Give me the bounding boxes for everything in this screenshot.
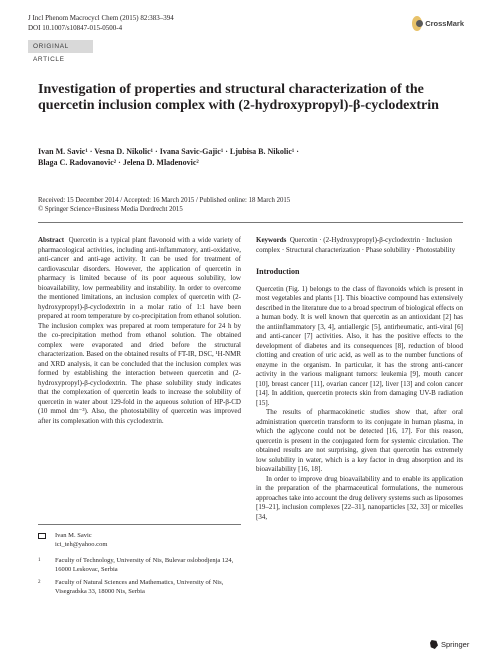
doi: DOI 10.1007/s10847-015-0500-4 [28, 23, 123, 32]
publisher-name: Springer [441, 640, 470, 649]
corresponding-author-email[interactable]: ici_teh@yahoo.com [55, 540, 108, 548]
footnote-1-marker: 1 [38, 558, 41, 563]
abstract-text: Quercetin is a typical plant flavonoid with a wide variety of pharmacological activities, including anti-inflammatory, anti-oxidative, anti-cancer and anti-age activity. It can be used for treatment of cardiovascular disorders. However, the application of quercetin in pharmacy is limited because of its poor aqueous solubility, low bioavailability, low permeability and instability. In order to overcome the mentioned limitations, an inclusion complex of quercetin with (2-hydroxypropyl)-β-cyclodextrin in a molar ratio of 1:1 have been prepared at room temperature by co-precipitation from ethanol solution. The inclusion complex was prepared at room temperature for 24 h by the co-precipitation method from ethanol solution. The obtained complex were evaporated and dried before the structural characterization. Based on the obtained results of FT-IR, DSC, ¹H-NMR and XRD analysis, it can be concluded that the inclusion complex was formed by establishing the interaction between quercetin and (2-hydroxypropyl)-β-cyclodextrin. The phase solubility study indicates that the complexation of quercetin leads to increase the solubility of quercetin in water about 129-fold in the aqueous solution of HP-β-CD (10 mmol dm⁻³). Also, the photostability of quercetin was improved after its complexation with this cyclodextrin. [38, 236, 242, 425]
corresponding-author-name: Ivan M. Savic [55, 532, 92, 539]
article-history [38, 196, 458, 214]
copyright: © Springer Science+Business Media Dordrecht 2015 [38, 206, 183, 213]
footnote-divider [38, 524, 241, 525]
introduction-heading: Introduction [256, 267, 300, 276]
crossmark-label: CrossMark [425, 18, 464, 28]
envelope-icon [38, 533, 46, 539]
keywords-label: Keywords [256, 236, 287, 244]
intro-paragraph-2: The results of pharmacokinetic studies show that, after oral administration quercetin transform to its conjugate in human plasma, in which the aglycone could not be detected [16, 17]. For this reason, quercetin is present in the conjugated form for systemic circulation. The obtained results are not surprising, given that quercetin has extremely low solubility in water, which is a key factor in drug absorption and its bioavailability [16, 18]. [256, 408, 463, 473]
intro-paragraph-3: In order to improve drug bioavailability and to enable its application in the preparation of the pharmaceutical formulations, the numerous approaches take into account the drug delivery systems such as liposomes [19–21], inclusion complexes [22–31], nanoparticles [32, 33] or micelles [34, [256, 474, 463, 521]
footnote-affiliation-1 [38, 557, 241, 574]
authors-line-2: Blaga C. Radovanovic² · Jelena D. Mladenovic² [38, 158, 199, 167]
journal-reference: J Incl Phenom Macrocycl Chem (2015) 82:383–394 [28, 14, 174, 22]
springer-logo [430, 640, 469, 649]
abstract-label: Abstract [38, 236, 65, 244]
crossmark-icon [412, 16, 422, 31]
right-column [256, 236, 463, 522]
authors-line-1: Ivan M. Savic¹ · Vesna D. Nikolic¹ · Ivana Savic-Gajic¹ · Ljubisa B. Nikolic¹ · [38, 147, 299, 156]
footnote-affiliation-2 [38, 579, 241, 596]
abstract [38, 236, 241, 426]
footnote-1-text: Faculty of Technology, University of Nis, Bulevar oslobodjenja 124, 16000 Leskovac, Serbia [55, 557, 234, 573]
footnote-2-marker: 2 [38, 580, 41, 585]
author-list [38, 146, 458, 168]
received-accepted-dates: Received: 15 December 2014 / Accepted: 16 March 2015 / Published online: 18 March 2015 [38, 197, 291, 204]
footnote-2-text: Faculty of Natural Sciences and Mathematics, University of Nis, Visegradska 33, 18000 Nis, Serbia [55, 579, 224, 595]
crossmark-logo[interactable] [412, 14, 464, 32]
article-title: Investigation of properties and structural characterization of the quercetin inclusion complex with (2-hydroxypropyl)-β-cyclodextrin [38, 82, 439, 113]
keywords-text: Quercetin · (2-Hydroxypropyl)-β-cyclodextrin · Inclusion complex · Structural characterization · Phase solubility · Photostability [256, 236, 456, 254]
springer-horse-icon [430, 640, 438, 649]
journal-citation [28, 14, 174, 33]
article-type-badge: ORIGINAL ARTICLE [28, 40, 93, 53]
header-divider [38, 222, 463, 223]
corresponding-author [38, 532, 241, 549]
intro-paragraph-1: Quercetin (Fig. 1) belongs to the class of flavonoids which is present in most vegetables and plants [1]. This bioactive compound has extensively described in the literature due to a broad spectrum of biological effects on a human body. It is well known that quercetin as an antioxidant [2] has the antiinflammatory [3, 4], antiallergic [5], antirheumatic, anti-viral [6] and anti-cancer [7] activities. Also, it has the positive effects to the development of diabetes and its consequences [8], reduction of blood clotting and creation of uric acid, as well as to the number functions of enzyme in the organism. In particular, it has the strong anti-cancer activity in the various malignant tumors: leukemia [9], mouth cancer [10], breast cancer [11], ovarian cancer [12], liver [13] and colon cancer [14]. In addition, quercetin protects skin from damaging UV-B radiation [15]. [256, 284, 463, 407]
